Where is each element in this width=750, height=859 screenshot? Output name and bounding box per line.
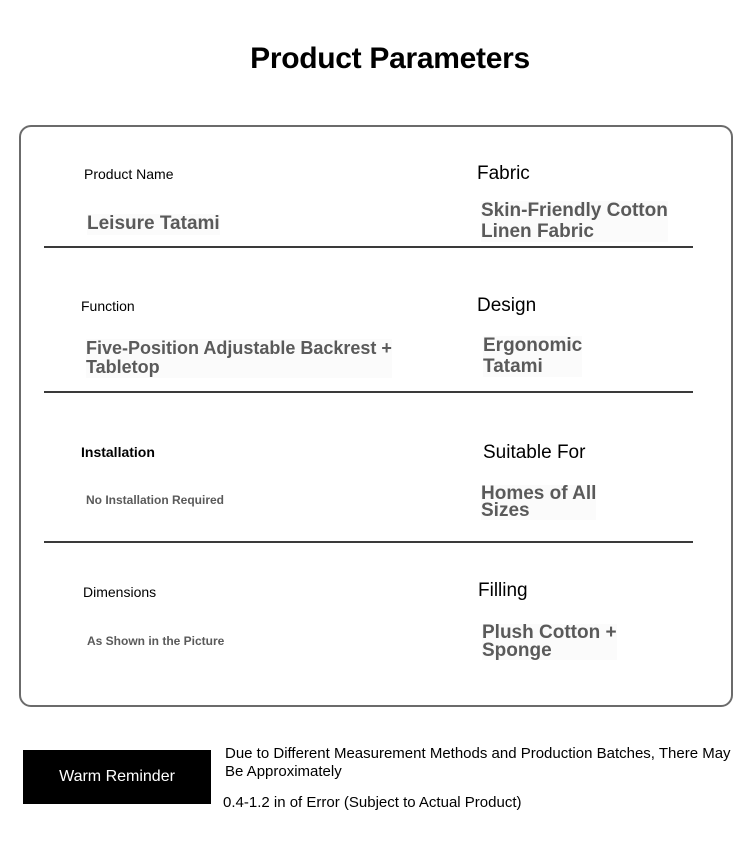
function-value-line2: Tabletop xyxy=(86,357,160,378)
reminder-line3: 0.4-1.2 in of Error (Subject to Actual Product) xyxy=(223,794,522,811)
function-value-line1: Five-Position Adjustable Backrest + xyxy=(86,338,392,358)
fabric-value xyxy=(481,201,668,242)
reminder-line1: Due to Different Measurement Methods and Production Batches, There May xyxy=(225,745,731,762)
product-name-label: Product Name xyxy=(84,166,174,182)
design-value-line1: Ergonomic xyxy=(483,335,583,356)
filling-value xyxy=(482,624,617,660)
row-divider xyxy=(44,391,693,393)
suitable-for-value-line2: Sizes xyxy=(481,500,530,522)
function-value xyxy=(86,339,392,378)
installation-label: Installation xyxy=(81,444,155,460)
product-name-value: Leisure Tatami xyxy=(87,213,220,234)
row-divider xyxy=(44,246,693,248)
suitable-for-label: Suitable For xyxy=(483,442,586,463)
fabric-value-line1: Skin-Friendly Cotton xyxy=(481,200,668,221)
warm-reminder-badge: Warm Reminder xyxy=(23,750,211,804)
function-label: Function xyxy=(81,298,135,314)
filling-value-line1: Plush Cotton + xyxy=(482,622,617,643)
reminder-line2: Be Approximately xyxy=(225,763,342,780)
design-value xyxy=(483,336,582,377)
page-title: Product Parameters xyxy=(250,42,530,75)
fabric-label: Fabric xyxy=(477,163,530,184)
fabric-value-line2: Linen Fabric xyxy=(481,220,594,242)
design-label: Design xyxy=(477,295,537,316)
installation-value: No Installation Required xyxy=(86,493,225,507)
filling-value-line2: Sponge xyxy=(482,640,552,662)
filling-label: Filling xyxy=(478,580,528,601)
suitable-for-value-line1: Homes of All xyxy=(481,483,597,504)
dimensions-value: As Shown in the Picture xyxy=(87,634,225,648)
design-value-line2: Tatami xyxy=(483,355,543,377)
row-divider xyxy=(44,541,693,543)
suitable-for-value xyxy=(481,485,596,520)
reminder-note xyxy=(225,745,750,781)
dimensions-label: Dimensions xyxy=(83,584,157,600)
